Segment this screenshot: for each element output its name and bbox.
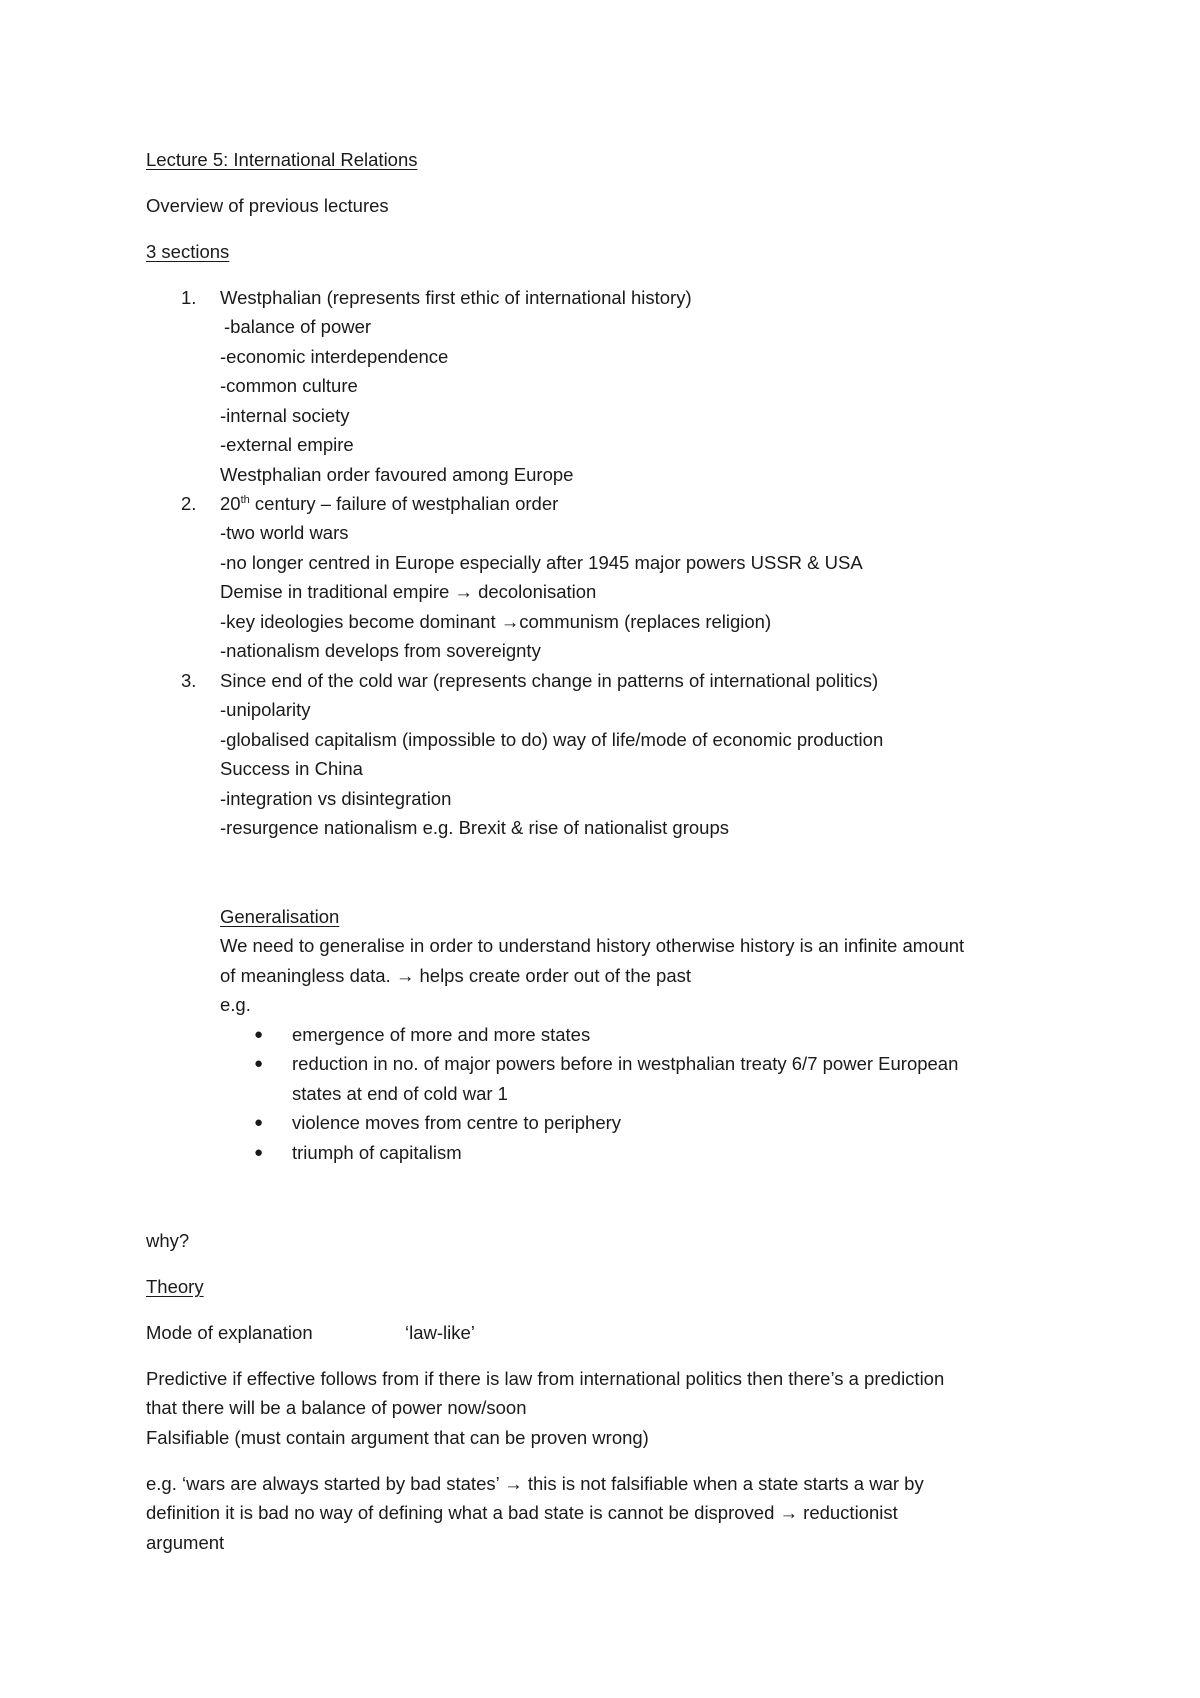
list-item: -economic interdependence <box>220 346 449 367</box>
list-item: -balance of power <box>224 316 372 337</box>
bullet-item: states at end of cold war 1 <box>292 1083 508 1104</box>
bullet-item: triumph of capitalism <box>292 1142 462 1163</box>
list-item: Demise in traditional empire → decolonisation <box>220 581 597 602</box>
list-item: -key ideologies become dominant →communism (replaces religion) <box>220 611 772 632</box>
paragraph-line: We need to generalise in order to understand history otherwise history is an infinite amount <box>220 935 965 956</box>
mode-label: Mode of explanation <box>146 1322 313 1343</box>
list-item: -resurgence nationalism e.g. Brexit & rise of nationalist groups <box>220 817 730 838</box>
list-item: Westphalian (represents first ethic of international history) <box>220 287 692 308</box>
list-number: 2. <box>181 493 197 514</box>
paragraph-line: that there will be a balance of power now/soon <box>146 1397 527 1418</box>
list-item: -no longer centred in Europe especially after 1945 major powers USSR & USA <box>220 552 863 573</box>
list-item: 20th century – failure of westphalian order <box>220 493 559 514</box>
bullet-icon: ● <box>254 1026 264 1043</box>
generalisation-heading: Generalisation <box>220 906 340 927</box>
list-item: Success in China <box>220 758 363 779</box>
paragraph-line: Falsifiable (must contain argument that can be proven wrong) <box>146 1427 649 1448</box>
list-item: Since end of the cold war (represents change in patterns of international politics) <box>220 670 879 691</box>
paragraph-line: e.g. <box>220 994 251 1015</box>
mode-value: ‘law-like’ <box>405 1322 475 1343</box>
list-item: -integration vs disintegration <box>220 788 452 809</box>
list-item: -external empire <box>220 434 354 455</box>
why-line: why? <box>146 1230 190 1251</box>
list-item: -unipolarity <box>220 699 311 720</box>
list-number: 1. <box>181 287 197 308</box>
list-item: -internal society <box>220 405 350 426</box>
overview-line: Overview of previous lectures <box>146 195 389 216</box>
list-number: 3. <box>181 670 197 691</box>
list-item: -common culture <box>220 375 358 396</box>
lecture-title: Lecture 5: International Relations <box>146 149 418 170</box>
theory-heading: Theory <box>146 1276 204 1297</box>
paragraph-line: argument <box>146 1532 225 1553</box>
bullet-item: emergence of more and more states <box>292 1024 591 1045</box>
paragraph-line: Predictive if effective follows from if there is law from international politics then there’s a prediction <box>146 1368 945 1389</box>
sections-heading: 3 sections <box>146 241 230 262</box>
bullet-item: violence moves from centre to periphery <box>292 1112 622 1133</box>
paragraph-line: of meaningless data. → helps create order out of the past <box>220 965 692 986</box>
bullet-icon: ● <box>254 1114 264 1131</box>
list-item: -nationalism develops from sovereignty <box>220 640 541 661</box>
bullet-icon: ● <box>254 1144 264 1161</box>
list-item: Westphalian order favoured among Europe <box>220 464 574 485</box>
bullet-item: reduction in no. of major powers before in westphalian treaty 6/7 power European <box>292 1053 959 1074</box>
bullet-icon: ● <box>254 1055 264 1072</box>
paragraph-line: definition it is bad no way of defining what a bad state is cannot be disproved → reductionist <box>146 1502 898 1523</box>
list-item: -two world wars <box>220 522 349 543</box>
list-item: -globalised capitalism (impossible to do) way of life/mode of economic production <box>220 729 884 750</box>
paragraph-line: e.g. ‘wars are always started by bad states’ → this is not falsifiable when a state starts a war by <box>146 1473 924 1494</box>
